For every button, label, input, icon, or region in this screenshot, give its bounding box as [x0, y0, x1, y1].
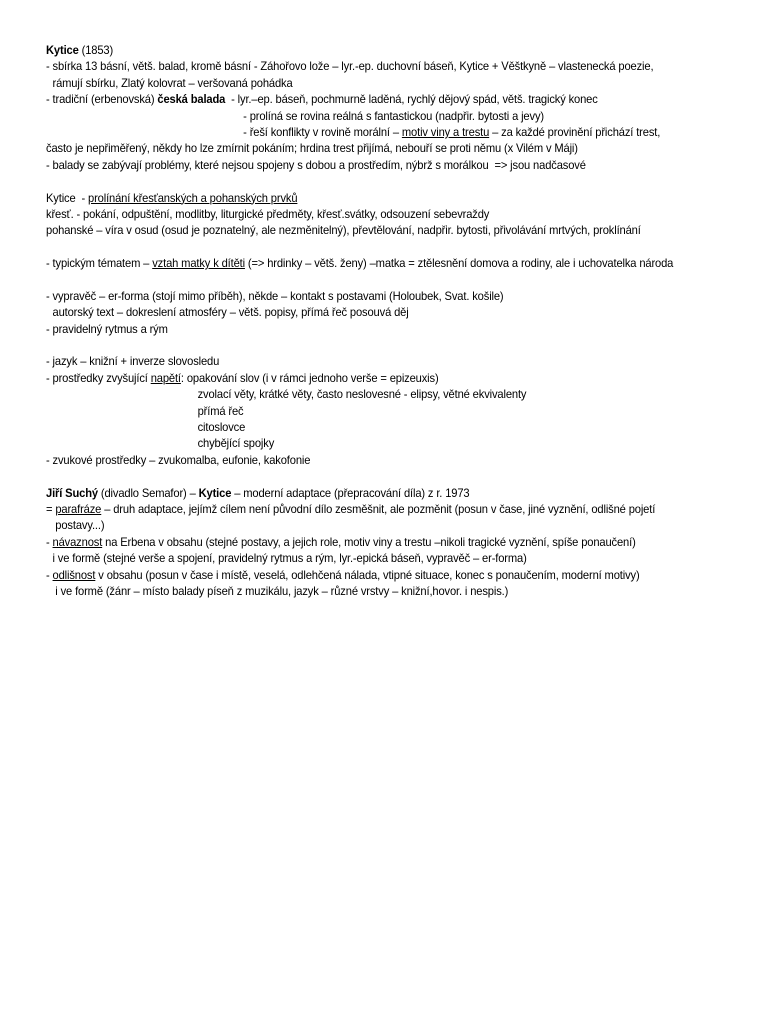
text-line: - vypravěč – er-forma (stojí mimo příběh), někde – kontakt s postavami (Holoubek, Svat. košile) [46, 288, 504, 303]
text-span: - [46, 534, 53, 549]
text-line: autorský text – dokreslení atmosféry – větš. popisy, přímá řeč posouvá děj [52, 305, 409, 320]
text-span: (divadlo Semafor) – [97, 485, 199, 500]
text-span: - tradiční (erbenovská) [46, 92, 158, 107]
text-span: (=> hrdinky – větš. ženy) –matka = ztělesnění domova a rodiny, ale i uchovatelka národa [244, 256, 674, 271]
spacer [46, 173, 697, 189]
text-line: citoslovce [197, 419, 246, 434]
text-line: - jazyk – knižní + inverze slovosledu [46, 354, 220, 369]
spacer [46, 468, 697, 484]
text-span: = [46, 501, 56, 516]
text-line: i ve formě (stejné verše a spojení, pravidelný rytmus a rým, lyr.-epická báseň, vypravěč – er-forma) [52, 551, 527, 566]
underlined-term: napětí [150, 370, 181, 385]
text-line [46, 91, 697, 107]
text-line: přímá řeč [197, 403, 244, 418]
text-span: – za každé provinění přichází trest, [489, 124, 661, 139]
text-line: - balady se zabývají problémy, které nejsou spojeny s dobou a prostředím, nýbrž s morálkou => jsou nadčasové [46, 157, 586, 172]
text-line [46, 567, 697, 583]
text-span: – moderní adaptace (přepracování díla) z r. 1973 [231, 485, 470, 500]
text-line [46, 124, 697, 140]
text-line [46, 370, 697, 386]
text-span: - lyr.–ep. báseň, pochmurně laděná, rychlý dějový spád, větš. tragický konec [225, 92, 598, 107]
text-span: - prostředky zvyšující [46, 370, 151, 385]
text-span: na Erbena v obsahu (stejné postavy, a jejich role, motiv viny a trestu –nikoli tragické vyznění, spíše ponaučení) [102, 534, 636, 549]
text-line: zvolací věty, krátké věty, často neslovesné - elipsy, větné ekvivalenty [197, 387, 527, 402]
kytice-year: (1853) [78, 43, 114, 57]
text-line [46, 255, 697, 271]
underlined-term: odlišnost [52, 567, 96, 582]
bold-term: česká balada [157, 92, 226, 107]
text-span: v obsahu (posun v čase i místě, veselá, odlehčená nálada, vtipné situace, konec s ponaučením, moderní motivy) [95, 567, 640, 582]
text-line: pohanské – víra v osud (osud je poznatelný, ale nezměnitelný), převtělování, nadpřir. bytosti, přivolávání mrtvých, proklínání [46, 223, 641, 238]
text-line: - zvukové prostředky – zvukomalba, eufonie, kakofonie [46, 452, 311, 467]
spacer [46, 271, 697, 287]
underlined-term: parafráze [55, 501, 102, 516]
text-line [46, 190, 697, 206]
text-line: - sbírka 13 básní, větš. balad, kromě básní - Záhořovo lože – lyr.-ep. duchovní báseň, Kytice + Věštkyně – vlastenecká poezie, [46, 59, 654, 74]
text-line: - pravidelný rytmus a rým [46, 321, 168, 336]
underlined-term: prolínání křesťanských a pohanských prvků [88, 190, 298, 205]
text-span: - řeší konflikty v rovině morální – [243, 124, 402, 139]
text-line: rámují sbírku, Zlatý kolovrat – veršovaná pohádka [52, 75, 293, 90]
text-span: - [46, 567, 53, 582]
bold-term: Jiří Suchý [46, 485, 98, 500]
text-span: Kytice - [46, 190, 89, 205]
underlined-term: motiv viny a trestu [401, 124, 490, 139]
underlined-term: vztah matky k dítěti [152, 256, 245, 271]
kytice-title: Kytice [46, 43, 79, 57]
text-span: : opakování slov (i v rámci jednoho verše = epizeuxis) [180, 370, 439, 385]
spacer [46, 239, 697, 255]
text-line: postavy...) [55, 518, 105, 533]
text-line: křesť. - pokání, odpuštění, modlitby, liturgické předměty, křesť.svátky, odsouzení sebevraždy [46, 206, 490, 221]
bold-term: Kytice [198, 485, 232, 500]
text-line [46, 501, 697, 517]
text-span: - typickým tématem – [46, 256, 153, 271]
text-line: i ve formě (žánr – místo balady píseň z muzikálu, jazyk – různé vrstvy – knižní,hovor. i nespis.) [55, 583, 509, 598]
text-span: – druh adaptace, jejímž cílem není původní dílo zesměšnit, ale pozměnit (posun v čase, jiné vyznění, odlišné pojetí [101, 501, 656, 516]
text-line: často je nepřiměřený, někdy ho lze zmírnit pokáním; hrdina trest přijímá, nebouří se proti němu (x Vilém v Máji) [46, 141, 578, 156]
text-line: chybějící spojky [197, 436, 275, 451]
text-line: - prolíná se rovina reálná s fantastickou (nadpřir. bytosti a jevy) [243, 108, 544, 123]
kytice-heading [46, 42, 697, 58]
text-line [46, 485, 697, 501]
document-page [46, 42, 697, 599]
text-line [46, 534, 697, 550]
underlined-term: návaznost [52, 534, 103, 549]
spacer [46, 337, 697, 353]
